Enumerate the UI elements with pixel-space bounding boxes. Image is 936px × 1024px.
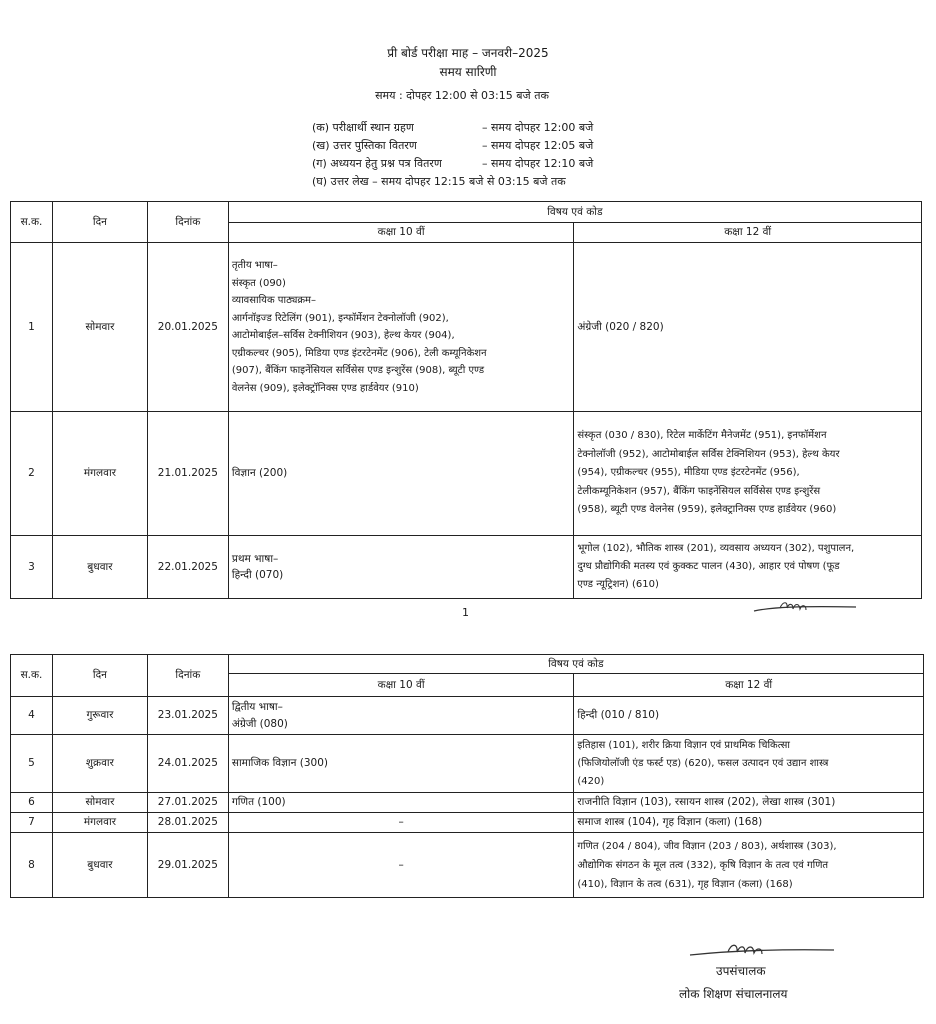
document-subtitle: समय सारिणी (439, 65, 497, 79)
table-row (11, 735, 924, 793)
cell-sno: 2 (11, 412, 53, 536)
cell-sno: 6 (11, 793, 53, 813)
instruction-item (312, 137, 593, 155)
cell-line: टेक्नोलॉजी (952), आटोमोबाईल सर्विस टेक्निशियन (953), हेल्थ केयर (577, 448, 840, 460)
cell-sno: 3 (11, 536, 53, 599)
cell-line: एण्ड न्यूट्रिशन) (610) (577, 579, 659, 590)
cell-line: आटोमोबाईल–सर्विस टेक्नीशियन (903), हेल्थ केयर (904), (231, 330, 455, 341)
cell-line: संस्कृत (030 / 830), रिटेल मार्केटिंग मैनेजमेंट (951), इनफॉर्मेशन (577, 430, 827, 442)
cell-class12 (574, 412, 922, 536)
table-row (11, 412, 922, 536)
cell-line: (958), ब्यूटी एण्ड वेलनेस (959), इलेक्ट्रानिक्स एण्ड हार्डवेयर (960) (577, 504, 837, 516)
timetable-page-1 (10, 201, 922, 599)
cell-date: 20.01.2025 (147, 243, 228, 412)
footer-designation: उपसंचालक (716, 964, 766, 978)
instruction-item (312, 119, 593, 137)
header-day: दिन (52, 202, 147, 243)
header-sno: स.क. (11, 202, 53, 243)
cell-class10: – (228, 833, 574, 898)
instruction-label: (ख) उत्तर पुस्तिका वितरण (312, 139, 417, 152)
cell-line: (420) (577, 775, 605, 787)
instruction-value: – समय दोपहर 12:05 बजे (482, 139, 594, 152)
instruction-label: (क) परीक्षार्थी स्थान ग्रहण (312, 121, 414, 134)
cell-day: बुधवार (52, 833, 147, 898)
header-sno: स.क. (11, 655, 53, 697)
cell-sno: 7 (11, 813, 53, 833)
officer-signature (688, 937, 838, 961)
header-class10: कक्षा 10 वीं (228, 223, 574, 243)
instruction-item (312, 155, 593, 173)
cell-class10: सामाजिक विज्ञान (300) (228, 735, 574, 793)
cell-day: सोमवार (52, 793, 147, 813)
cell-day: मंगलवार (52, 412, 147, 536)
header-day: दिन (52, 655, 147, 697)
cell-class10 (228, 697, 574, 735)
cell-line: दुग्ध प्रौद्योगिकी मतस्य एवं कुक्कट पालन (430), आहार एवं पोषण (फूड (577, 561, 840, 572)
cell-line: औद्योगिक संगठन के मूल तत्व (332), कृषि विज्ञान के तत्व एवं गणित (577, 859, 829, 871)
cell-line: गणित (204 / 804), जीव विज्ञान (203 / 803), अर्थशास्त्र (303), (577, 840, 837, 852)
cell-line: भूगोल (102), भौतिक शास्त्र (201), व्यवसाय अध्ययन (302), पशुपालन, (577, 543, 855, 554)
cell-line: हिन्दी (070) (231, 569, 284, 581)
document-title: प्री बोर्ड परीक्षा माह – जनवरी–2025 (387, 46, 549, 60)
cell-class10: गणित (100) (228, 793, 574, 813)
cell-class12: राजनीति विज्ञान (103), रसायन शास्त्र (202), लेखा शास्त्र (301) (574, 793, 924, 813)
cell-date: 22.01.2025 (147, 536, 228, 599)
cell-line: (907), बैंकिंग फाइनेंसियल सर्विसेस एण्ड इन्शुरेंस (908), ब्यूटी एण्ड (231, 365, 485, 376)
cell-sno: 1 (11, 243, 53, 412)
cell-date: 28.01.2025 (147, 813, 228, 833)
cell-date: 27.01.2025 (147, 793, 228, 813)
cell-class12 (574, 536, 922, 599)
instruction-list (312, 119, 593, 191)
cell-class10: विज्ञान (200) (228, 412, 574, 536)
header-subject: विषय एवं कोड (228, 202, 921, 223)
cell-sno: 8 (11, 833, 53, 898)
cell-class12 (574, 833, 924, 898)
page-number: 1 (462, 606, 469, 619)
cell-line: द्वितीय भाषा– (231, 701, 283, 713)
table-row (11, 536, 922, 599)
cell-line: संस्कृत (090) (231, 277, 286, 289)
cell-date: 29.01.2025 (147, 833, 228, 898)
header-date: दिनांक (147, 202, 228, 243)
cell-line: (954), एग्रीकल्चर (955), मीडिया एण्ड इंटरटेनमेंट (956), (577, 467, 800, 479)
cell-date: 21.01.2025 (147, 412, 228, 536)
cell-class12: हिन्दी (010 / 810) (574, 697, 924, 735)
cell-line: टेलीकम्यूनिकेशन (957), बैंकिंग फाइनेंसियल सर्विसेस एण्ड इन्शुरेंस (577, 485, 821, 497)
cell-class12 (574, 735, 924, 793)
cell-class10 (228, 243, 574, 412)
table-row (11, 813, 924, 833)
cell-day: सोमवार (52, 243, 147, 412)
cell-line: वेलनेस (909), इलेक्ट्रॉनिक्स एण्ड हार्डवेयर (910) (231, 382, 419, 394)
header-class10: कक्षा 10 वीं (228, 674, 574, 697)
timetable-page-2 (10, 654, 924, 898)
cell-day: गुरूवार (52, 697, 147, 735)
cell-day: बुधवार (52, 536, 147, 599)
cell-day: मंगलवार (52, 813, 147, 833)
cell-class12: समाज शास्त्र (104), गृह विज्ञान (कला) (168) (574, 813, 924, 833)
header-subject: विषय एवं कोड (228, 655, 923, 674)
table-row (11, 697, 924, 735)
instruction-label: (ग) अध्ययन हेतु प्रश्न पत्र वितरण (312, 157, 442, 170)
initials-signature (752, 596, 864, 616)
footer-office: लोक शिक्षण संचालनालय (679, 987, 788, 1001)
cell-day: शुक्रवार (52, 735, 147, 793)
header-class12: कक्षा 12 वीं (574, 674, 924, 697)
cell-sno: 5 (11, 735, 53, 793)
exam-time: समय : दोपहर 12:00 से 03:15 बजे तक (375, 89, 549, 102)
cell-line: (410), विज्ञान के तत्व (631), गृह विज्ञान (कला) (168) (577, 878, 793, 890)
instruction-label: (घ) उत्तर लेख – समय दोपहर 12:15 बजे से 03:15 बजे तक (312, 175, 566, 188)
cell-date: 24.01.2025 (147, 735, 228, 793)
cell-line: प्रथम भाषा– (231, 552, 279, 565)
cell-date: 23.01.2025 (147, 697, 228, 735)
cell-line: (फिजियोलॉजी एंड फर्स्ट एड) (620), फसल उत्पादन एवं उद्यान शास्त्र (577, 757, 829, 769)
cell-line: एग्रीकल्चर (905), मिडिया एण्ड इंटरटेनमेंट (906), टेली कम्यूनिकेशन (231, 347, 487, 359)
instruction-value: – समय दोपहर 12:10 बजे (482, 157, 594, 170)
header-date: दिनांक (147, 655, 228, 697)
header-class12: कक्षा 12 वीं (574, 223, 922, 243)
cell-line: इतिहास (101), शरीर क्रिया विज्ञान एवं प्राथमिक चिकित्सा (577, 739, 790, 751)
cell-line: तृतीय भाषा– (231, 260, 278, 271)
instruction-item (312, 173, 593, 191)
table-row (11, 833, 924, 898)
cell-sno: 4 (11, 697, 53, 735)
instruction-value: – समय दोपहर 12:00 बजे (482, 121, 594, 134)
cell-line: आर्गनॉइज्ड रिटेलिंग (901), इन्फॉर्मेशन टेक्नोलॉजी (902), (231, 312, 449, 324)
cell-class10: – (228, 813, 574, 833)
cell-line: अंग्रेजी (080) (231, 717, 288, 730)
cell-class12: अंग्रेजी (020 / 820) (574, 243, 922, 412)
cell-class10 (228, 536, 574, 599)
table-row (11, 243, 922, 412)
cell-line: व्यावसायिक पाठ्यक्रम– (231, 295, 317, 306)
table-row (11, 793, 924, 813)
